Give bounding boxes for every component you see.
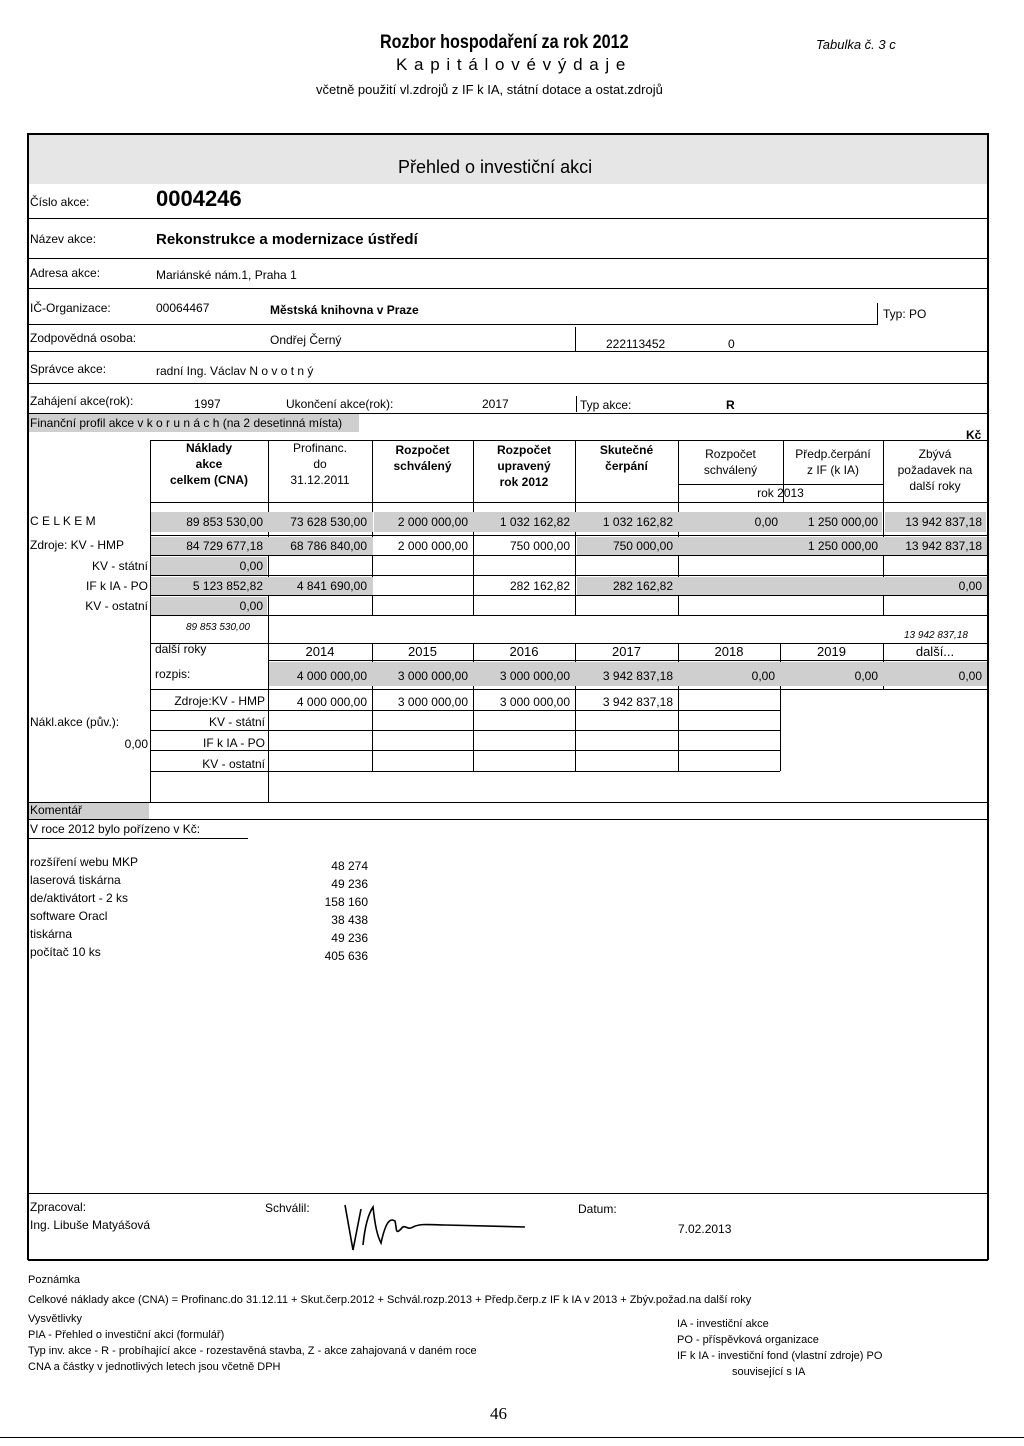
ukonceni-label: Ukončení akce(rok): [286, 397, 394, 411]
adresa-akce-label: Adresa akce: [30, 266, 101, 280]
cislo-akce-value: 0004246 [156, 186, 242, 211]
komentar-item-name: počítač 10 ks [30, 945, 101, 959]
hdr-zbyva-1: Zbývá [918, 447, 952, 461]
rozpis-label: rozpis: [155, 667, 191, 681]
hdr-naklady-1: Náklady [185, 441, 233, 455]
currency-label: Kč [966, 428, 982, 442]
komentar-item-name: tiskárna [30, 927, 73, 941]
nazev-akce-label: Název akce: [30, 232, 97, 246]
komentar-title: Komentář [30, 803, 83, 817]
vysvetlivky-right-2: PO - příspěvková organizace [677, 1334, 819, 1346]
fin-hmp-cell: 13 942 837,18 [905, 539, 982, 553]
fin-hmp-cell: 1 250 000,00 [807, 539, 878, 553]
poznamka-title: Poznámka [28, 1274, 80, 1286]
hdr-rozpocet-upr-3: rok 2012 [499, 475, 549, 489]
year-label: další... [915, 644, 955, 659]
typ-org: Typ: PO [883, 307, 927, 321]
year-hmp-value: 3 000 000,00 [397, 695, 468, 709]
year-rozpis-value: 0,00 [751, 669, 775, 683]
fin-hmp-cell: 84 729 677,18 [186, 539, 263, 553]
komentar-item-value: 49 236 [331, 931, 368, 945]
years-zdroje-hmp: Zdroje:KV - HMP [174, 694, 265, 708]
vysvetlivky-left-3: CNA a částky v jednotlivých letech jsou včetně DPH [28, 1361, 281, 1373]
year-hmp-value: 4 000 000,00 [296, 695, 367, 709]
dalsi-roky-label: další roky [155, 642, 207, 656]
vysvetlivky-right-1: IA - investiční akce [677, 1318, 769, 1330]
nakl-akce-value: 0,00 [124, 737, 148, 751]
zodp-osoba-value: Ondřej Černý [270, 333, 342, 347]
year-label: 2014 [305, 644, 335, 659]
poznamka-text: Celkové náklady akce (CNA) = Profinanc.do 31.12.11 + Skut.čerp.2012 + Schvál.rozp.2013 + Předp.čerp.z IF k IA v 2013 + Zbýv.požad.na další roky [28, 1294, 752, 1306]
hdr-profinanc-3: 31.12.2011 [290, 473, 350, 487]
datum-label: Datum: [578, 1202, 617, 1216]
hdr-predp-cerpani-1: Předp.čerpání [795, 447, 871, 461]
hdr-predp-cerpani-2: z IF (k IA) [807, 463, 859, 477]
fin-hmp-cell: 2 000 000,00 [397, 539, 468, 553]
signature [335, 1195, 535, 1255]
vysvetlivky-title: Vysvětlivky [28, 1313, 82, 1325]
fin-celkem-cell: 0,00 [754, 515, 778, 529]
check-left: 89 853 530,00 [186, 622, 250, 633]
fin-ifia-cell: 0,00 [958, 579, 982, 593]
zodp-osoba-label: Zodpovědná osoba: [30, 331, 137, 345]
komentar-item-name: software Oracl [30, 909, 108, 923]
hdr-rozpocet-schv-1: Rozpočet [395, 443, 450, 457]
year-label: 2015 [408, 644, 437, 659]
row-if-ia-po: IF k IA - PO [85, 579, 148, 593]
fin-ifia-cell: 4 841 690,00 [296, 579, 367, 593]
row-zdroje-hmp: Zdroje: KV - HMP [30, 538, 125, 552]
ukonceni-value: 2017 [482, 397, 509, 411]
fin-celkem-cell: 73 628 530,00 [290, 515, 367, 529]
year-label: 2017 [612, 644, 641, 659]
typ-akce-label: Typ akce: [580, 398, 632, 412]
year-rozpis-value: 4 000 000,00 [296, 669, 367, 683]
vysvetlivky-left-1: PIA - Přehled o investiční akci (formulář) [28, 1329, 225, 1341]
hdr-rozpocet-2013-1: Rozpočet [705, 447, 756, 461]
fin-celkem-cell: 89 853 530,00 [186, 515, 263, 529]
nazev-akce-value: Rekonstrukce a modernizace ústředí [156, 231, 418, 248]
spravce-label: Správce akce: [30, 362, 107, 376]
nakl-akce-label: Nákl.akce (pův.): [30, 715, 120, 729]
fin-ostatni-cell: 0,00 [239, 599, 263, 613]
year-rozpis-value: 0,00 [854, 669, 878, 683]
komentar-item-value: 158 160 [324, 895, 368, 909]
zpracoval-label: Zpracoval: [30, 1200, 87, 1214]
year-rozpis-value: 0,00 [958, 669, 982, 683]
hdr-skutecne-2: čerpání [605, 459, 648, 473]
ic-label: IČ-Organizace: [30, 301, 111, 315]
vysvetlivky-left-2: Typ inv. akce - R - probíhající akce - rozestavěná stavba, Z - akce zahajovaná v daném roce [28, 1345, 477, 1357]
phone: 222113452 [606, 337, 666, 351]
schvalil-label: Schválil: [265, 1201, 310, 1215]
typ-akce-value: R [726, 398, 735, 412]
fin-celkem-cell: 1 032 162,82 [602, 515, 673, 529]
page-subtitle: K a p i t á l o v é v ý d a j e [396, 55, 627, 74]
hdr-skutecne-1: Skutečné [599, 443, 654, 457]
zpracoval-value: Ing. Libuše Matyášová [30, 1218, 151, 1232]
years-kv-ostatni: KV - ostatní [202, 757, 265, 771]
fin-profile-title: Finanční profil akce v k o r u n á c h (na 2 desetinná místa) [30, 416, 343, 430]
hdr-rozpocet-upr-2: upravený [497, 459, 551, 473]
hdr-rozpocet-upr-1: Rozpočet [497, 443, 551, 457]
row-kv-statni: KV - státní [91, 559, 148, 573]
cislo-akce-label: Číslo akce: [30, 195, 90, 209]
hdr-zbyva-3: další roky [909, 479, 961, 493]
fin-statni-cell: 0,00 [239, 559, 263, 573]
table-number: Tabulka č. 3 c [816, 37, 896, 52]
page-number: 46 [490, 1404, 507, 1423]
hdr-naklady-3: celkem (CNA) [169, 473, 249, 487]
datum-value: 7.02.2013 [678, 1222, 732, 1236]
year-rozpis-value: 3 942 837,18 [602, 669, 673, 683]
hdr-profinanc-2: do [313, 457, 327, 471]
form-heading: Přehled o investiční akci [398, 157, 593, 177]
fin-celkem-cell: 1 250 000,00 [807, 515, 878, 529]
year-hmp-value: 3 000 000,00 [499, 695, 570, 709]
year-label: 2019 [817, 644, 846, 659]
adresa-akce-value: Mariánské nám.1, Praha 1 [156, 268, 297, 282]
komentar-item-value: 48 274 [331, 859, 368, 873]
fin-celkem-cell: 13 942 837,18 [905, 515, 982, 529]
komentar-item-name: rozšíření webu MKP [30, 855, 139, 869]
phone-ext: 0 [728, 337, 735, 351]
komentar-item-name: laserová tiskárna [30, 873, 121, 887]
zahajeni-value: 1997 [194, 397, 221, 411]
fin-hmp-cell: 750 000,00 [509, 539, 570, 553]
hdr-profinanc-1: Profinanc. [292, 441, 348, 455]
org-name: Městská knihovna v Praze [270, 303, 419, 317]
row-celkem: C E L K E M [30, 514, 96, 528]
hdr-zbyva-2: požadavek na [897, 463, 973, 477]
row-kv-ostatni: KV - ostatní [85, 599, 148, 613]
hdr-naklady-2: akce [195, 457, 223, 471]
year-hmp-value: 3 942 837,18 [602, 695, 673, 709]
fin-hmp-cell: 68 786 840,00 [290, 539, 367, 553]
check-right: 13 942 837,18 [904, 630, 968, 641]
fin-ifia-cell: 282 162,82 [612, 579, 673, 593]
fin-celkem-cell: 1 032 162,82 [499, 515, 570, 529]
komentar-item-value: 49 236 [331, 877, 368, 891]
vysvetlivky-right-4: související s IA [732, 1366, 806, 1378]
year-label: 2018 [714, 644, 744, 659]
fin-ifia-cell: 282 162,82 [509, 579, 570, 593]
komentar-item-value: 38 438 [331, 913, 368, 927]
hdr-rozpocet-2013-2: schválený [703, 463, 758, 477]
fin-celkem-cell: 2 000 000,00 [397, 515, 468, 529]
fin-ifia-cell: 5 123 852,82 [192, 579, 263, 593]
year-rozpis-value: 3 000 000,00 [397, 669, 468, 683]
komentar-item-name: de/aktivátort - 2 ks [30, 891, 129, 905]
page-title: Rozbor hospodaření za rok 2012 [380, 32, 629, 53]
vysvetlivky-right-3: IF k IA - investiční fond (vlastní zdroje) PO [677, 1350, 883, 1362]
year-label: 2016 [509, 644, 539, 659]
ic-value: 00064467 [156, 301, 210, 315]
komentar-intro: V roce 2012 bylo pořízeno v Kč: [30, 822, 201, 836]
year-rozpis-value: 3 000 000,00 [499, 669, 570, 683]
years-kv-statni: KV - státní [208, 715, 265, 729]
fin-hmp-cell: 750 000,00 [612, 539, 673, 553]
zahajeni-label: Zahájení akce(rok): [30, 394, 134, 408]
hdr-rozpocet-schv-2: schválený [393, 459, 452, 473]
page-subtitle-2: včetně použití vl.zdrojů z IF k IA, státní dotace a ostat.zdrojů [316, 82, 663, 97]
years-if-ia-po: IF k IA - PO [202, 736, 265, 750]
komentar-item-value: 405 636 [324, 949, 368, 963]
hdr-rok-2013: rok 2013 [757, 486, 804, 500]
spravce-value: radní Ing. Václav N o v o t n ý [156, 364, 314, 378]
